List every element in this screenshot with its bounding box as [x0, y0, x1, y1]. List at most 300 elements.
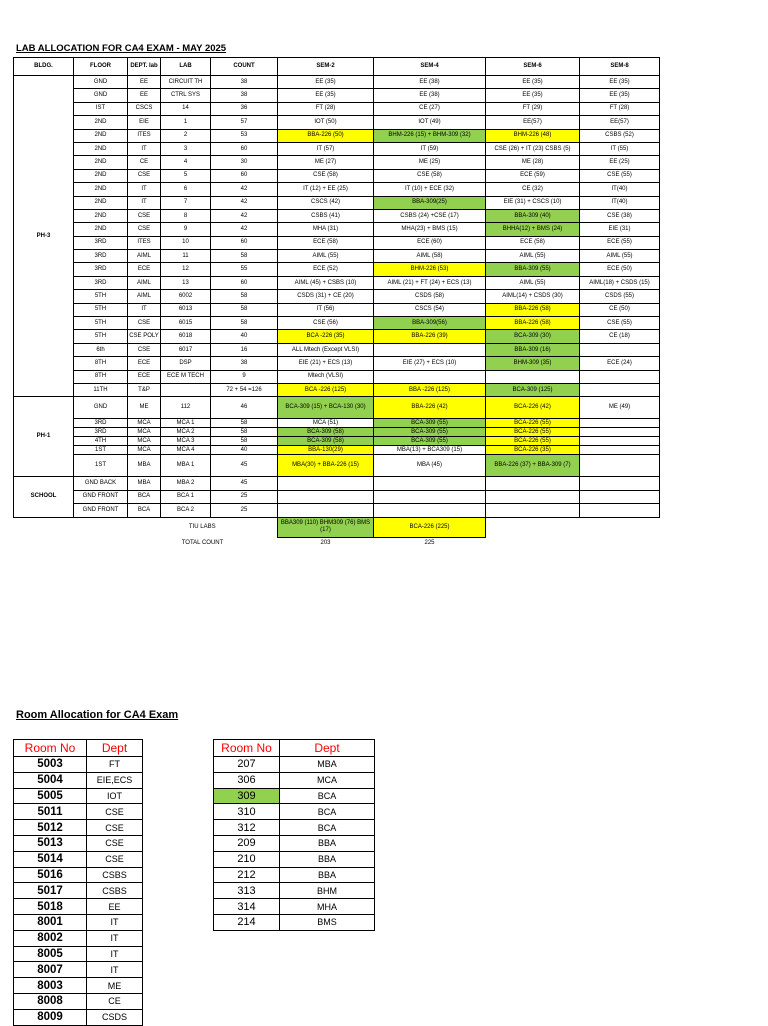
blank-cell — [14, 517, 74, 537]
sem2-cell: CSDS (31) + CE (20) — [278, 290, 374, 303]
sem8-cell — [580, 455, 660, 477]
count-cell: 58 — [211, 290, 278, 303]
count-cell: 58 — [211, 303, 278, 316]
sem4-cell: BHM-226 (15) + BHM-309 (32) — [374, 129, 486, 142]
room-number: 314 — [214, 899, 280, 915]
tiu-sem2-cell: BBA309 (110) BHM309 (76) BMS (17) — [278, 517, 374, 537]
sem4-cell: ME (25) — [374, 156, 486, 169]
sem6-cell — [486, 504, 580, 517]
lab-cell: 12 — [161, 263, 211, 276]
table-row — [14, 290, 660, 303]
table-row — [14, 330, 660, 343]
sem4-cell: IT (59) — [374, 142, 486, 155]
room-dept: IT — [87, 946, 143, 962]
room-dept: MHA — [280, 899, 375, 915]
room-number: 309 — [214, 788, 280, 804]
sem8-cell — [580, 383, 660, 396]
lab-cell: MBA 2 — [161, 477, 211, 490]
lab-cell: 7 — [161, 196, 211, 209]
table-row — [14, 357, 660, 370]
dept-cell: AIML — [128, 290, 161, 303]
dept-cell: MCA — [128, 437, 161, 446]
room-no-header: Room No — [214, 740, 280, 757]
room-number: 209 — [214, 835, 280, 851]
room-table-header — [14, 740, 143, 757]
dept-cell: EIE — [128, 116, 161, 129]
sem6-cell — [486, 490, 580, 503]
count-cell: 42 — [211, 223, 278, 236]
column-header: BLDG. — [14, 58, 74, 76]
room-row — [14, 930, 143, 946]
floor-cell: 5TH — [74, 290, 128, 303]
building-cell: PH-1 — [14, 397, 74, 477]
sem6-cell — [486, 370, 580, 383]
sem4-cell — [374, 477, 486, 490]
sem4-cell: MBA (45) — [374, 455, 486, 477]
room-row — [214, 820, 375, 836]
sem6-cell: AIML (55) — [486, 250, 580, 263]
room-dept: BCA — [280, 820, 375, 836]
room-dept: EIE,ECS — [87, 772, 143, 788]
dept-cell: CSE — [128, 343, 161, 356]
room-row — [214, 788, 375, 804]
lab-cell: CTRL SYS — [161, 89, 211, 102]
sem2-cell: BCA-309 (58) — [278, 437, 374, 446]
sem4-cell — [374, 504, 486, 517]
sem8-cell: EE (35) — [580, 76, 660, 89]
room-number: 8005 — [14, 946, 87, 962]
dept-cell: IT — [128, 142, 161, 155]
sem4-cell: IT (10) + ECE (32) — [374, 183, 486, 196]
room-dept: CSDS — [87, 1009, 143, 1025]
sem6-cell: CSE (26) + IT (23) CSBS (5) — [486, 142, 580, 155]
blank-cell — [580, 517, 660, 537]
table-row — [14, 236, 660, 249]
sem4-cell: CSBS (24) +CSE (17) — [374, 209, 486, 222]
room-number: 5014 — [14, 851, 87, 867]
sem2-cell: EE (35) — [278, 76, 374, 89]
sem2-cell: ECE (52) — [278, 263, 374, 276]
room-dept: CSE — [87, 851, 143, 867]
room-number: 5004 — [14, 772, 87, 788]
floor-cell: GND — [74, 397, 128, 419]
sem4-cell: EE (38) — [374, 76, 486, 89]
sem8-cell — [580, 370, 660, 383]
count-cell: 60 — [211, 169, 278, 182]
room-row — [14, 757, 143, 773]
sem4-cell: IOT (49) — [374, 116, 486, 129]
sem2-cell: BCA-309 (58) — [278, 428, 374, 437]
count-cell: 60 — [211, 142, 278, 155]
lab-cell: 13 — [161, 276, 211, 289]
floor-cell: GND BACK — [74, 477, 128, 490]
dept-cell: ECE — [128, 263, 161, 276]
lab-cell: 1 — [161, 116, 211, 129]
sem4-cell: BCA-309 (55) — [374, 437, 486, 446]
sem8-cell: CSBS (52) — [580, 129, 660, 142]
count-cell: 72 + 54 =126 — [211, 383, 278, 396]
sem8-cell: CE (50) — [580, 303, 660, 316]
sem4-cell: CE (27) — [374, 102, 486, 115]
blank-cell — [74, 537, 128, 550]
lab-allocation-table — [13, 57, 660, 550]
sem4-cell: BHM-226 (53) — [374, 263, 486, 276]
room-dept: MBA — [280, 757, 375, 773]
blank-cell — [74, 517, 128, 537]
table-row — [14, 455, 660, 477]
dept-cell: EE — [128, 89, 161, 102]
room-row — [214, 851, 375, 867]
table-header-row — [14, 58, 660, 76]
lab-cell — [161, 383, 211, 396]
table-row — [14, 419, 660, 428]
table-row — [14, 504, 660, 517]
room-dept: IT — [87, 962, 143, 978]
column-header: SEM-6 — [486, 58, 580, 76]
room-dept: CSBS — [87, 867, 143, 883]
room-number: 8009 — [14, 1009, 87, 1025]
room-dept: BCA — [280, 788, 375, 804]
building-cell: SCHOOL — [14, 477, 74, 517]
blank-cell — [14, 537, 74, 550]
room-number: 207 — [214, 757, 280, 773]
room-row — [14, 978, 143, 994]
lab-cell: 11 — [161, 250, 211, 263]
sem4-cell: EE (38) — [374, 89, 486, 102]
room-dept: BBA — [280, 867, 375, 883]
sem6-cell: BHM-226 (48) — [486, 129, 580, 142]
floor-cell: 2ND — [74, 156, 128, 169]
count-cell: 30 — [211, 156, 278, 169]
sem8-cell: IT(40) — [580, 196, 660, 209]
lab-cell: 9 — [161, 223, 211, 236]
total-row — [14, 537, 660, 550]
room-no-header: Room No — [14, 740, 87, 757]
sem4-cell — [374, 370, 486, 383]
sem8-cell: AIML (55) — [580, 250, 660, 263]
room-dept: CSE — [87, 820, 143, 836]
sem2-cell — [278, 490, 374, 503]
room-dept: BCA — [280, 804, 375, 820]
room-table-header — [214, 740, 375, 757]
sem2-cell: CSCS (42) — [278, 196, 374, 209]
count-cell: 53 — [211, 129, 278, 142]
dept-cell: IT — [128, 183, 161, 196]
sem4-cell — [374, 343, 486, 356]
table-row — [14, 196, 660, 209]
floor-cell: 2ND — [74, 209, 128, 222]
sem6-cell: EE (35) — [486, 76, 580, 89]
blank-cell — [580, 537, 660, 550]
floor-cell: 6th — [74, 343, 128, 356]
sem6-cell: EIE (31) + CSCS (10) — [486, 196, 580, 209]
room-row — [14, 788, 143, 804]
room-dept: BBA — [280, 851, 375, 867]
sem2-cell: BCA -226 (35) — [278, 330, 374, 343]
sem8-cell: ECE (55) — [580, 236, 660, 249]
count-cell: 60 — [211, 236, 278, 249]
room-number: 8008 — [14, 993, 87, 1009]
count-cell: 60 — [211, 276, 278, 289]
count-cell: 42 — [211, 209, 278, 222]
table-row — [14, 129, 660, 142]
lab-cell: 6018 — [161, 330, 211, 343]
table-row — [14, 343, 660, 356]
room-number: 210 — [214, 851, 280, 867]
room-number: 214 — [214, 914, 280, 930]
sem4-cell: BBA -226 (125) — [374, 383, 486, 396]
count-cell: 25 — [211, 504, 278, 517]
sem4-cell: AIML (58) — [374, 250, 486, 263]
room-row — [14, 867, 143, 883]
sem8-cell — [580, 343, 660, 356]
dept-cell: IT — [128, 196, 161, 209]
floor-cell: 3RD — [74, 263, 128, 276]
sem2-cell: Mtech (VLSI) — [278, 370, 374, 383]
lab-cell: 6015 — [161, 317, 211, 330]
sem6-cell: BBA-309 (55) — [486, 263, 580, 276]
count-cell: 38 — [211, 89, 278, 102]
floor-cell: 3RD — [74, 250, 128, 263]
table-row — [14, 383, 660, 396]
sem6-cell: ECE (59) — [486, 169, 580, 182]
sem2-cell: MBA(30) + BBA-226 (15) — [278, 455, 374, 477]
sem2-cell: BBA-130(29) — [278, 446, 374, 455]
lab-cell: 5 — [161, 169, 211, 182]
sem4-cell: EIE (27) + ECS (10) — [374, 357, 486, 370]
room-dept: CSE — [87, 835, 143, 851]
sem2-cell: MCA (51) — [278, 419, 374, 428]
floor-cell: 11TH — [74, 383, 128, 396]
room-dept: CE — [87, 993, 143, 1009]
sem6-cell: ME (28) — [486, 156, 580, 169]
sem6-cell: AIML (55) — [486, 276, 580, 289]
dept-cell: EE — [128, 76, 161, 89]
sem6-cell: BCA-226 (55) — [486, 419, 580, 428]
sem8-cell: CSDS (55) — [580, 290, 660, 303]
dept-cell: CSE — [128, 209, 161, 222]
floor-cell: IST — [74, 102, 128, 115]
room-number: 5018 — [14, 899, 87, 915]
sem8-cell: ECE (24) — [580, 357, 660, 370]
lab-cell: 2 — [161, 129, 211, 142]
dept-cell: T&P — [128, 383, 161, 396]
sem4-cell: BBA-226 (39) — [374, 330, 486, 343]
room-dept: BHM — [280, 883, 375, 899]
sem2-cell: IT (57) — [278, 142, 374, 155]
sem6-cell: EE (35) — [486, 89, 580, 102]
room-number: 5016 — [14, 867, 87, 883]
dept-header: Dept — [87, 740, 143, 757]
room-row — [214, 867, 375, 883]
sem6-cell: BCA-309 (125) — [486, 383, 580, 396]
floor-cell: 1ST — [74, 455, 128, 477]
sem6-cell: BHHA(12) + BMS (24) — [486, 223, 580, 236]
room-dept: ME — [87, 978, 143, 994]
sem6-cell: CE (32) — [486, 183, 580, 196]
lab-cell: 3 — [161, 142, 211, 155]
room-row — [214, 914, 375, 930]
dept-header: Dept — [280, 740, 375, 757]
room-number: 312 — [214, 820, 280, 836]
sem4-cell: MBA(13) + BCA309 (15) — [374, 446, 486, 455]
count-cell: 58 — [211, 317, 278, 330]
lab-allocation-title: LAB ALLOCATION FOR CA4 EXAM - MAY 2025 — [16, 43, 227, 54]
floor-cell: 2ND — [74, 129, 128, 142]
sem8-cell: EIE (31) — [580, 223, 660, 236]
table-row — [14, 223, 660, 236]
sem8-cell — [580, 446, 660, 455]
count-cell: 58 — [211, 250, 278, 263]
sem4-cell: AIML (21) + FT (24) + ECS (13) — [374, 276, 486, 289]
total-sem2: 203 — [320, 540, 331, 547]
lab-cell: MCA 2 — [161, 428, 211, 437]
room-row — [14, 899, 143, 915]
sem8-cell — [580, 477, 660, 490]
dept-cell: CSE — [128, 169, 161, 182]
sem6-cell: BBA-309 (16) — [486, 343, 580, 356]
sem8-cell: AIML(18) + CSDS (15) — [580, 276, 660, 289]
table-row — [14, 169, 660, 182]
sem2-cell: FT (28) — [278, 102, 374, 115]
room-row — [214, 772, 375, 788]
floor-cell: 5TH — [74, 303, 128, 316]
sem6-cell — [486, 477, 580, 490]
count-cell: 45 — [211, 455, 278, 477]
building-cell: PH-3 — [14, 76, 74, 397]
sem2-cell: EE (35) — [278, 89, 374, 102]
sem4-cell — [374, 490, 486, 503]
lab-cell: 6017 — [161, 343, 211, 356]
room-row — [14, 820, 143, 836]
lab-cell: BCA 1 — [161, 490, 211, 503]
count-cell: 40 — [211, 446, 278, 455]
room-dept: CSE — [87, 804, 143, 820]
room-number: 8007 — [14, 962, 87, 978]
count-cell: 36 — [211, 102, 278, 115]
sem6-cell: BBA-226 (58) — [486, 303, 580, 316]
room-number: 5017 — [14, 883, 87, 899]
lab-cell: 14 — [161, 102, 211, 115]
room-dept: EE — [87, 899, 143, 915]
dept-cell: CSE — [128, 223, 161, 236]
room-row — [14, 835, 143, 851]
sem2-cell: CSE (56) — [278, 317, 374, 330]
room-number: 8002 — [14, 930, 87, 946]
count-cell: 58 — [211, 428, 278, 437]
dept-cell: CSE — [128, 317, 161, 330]
room-number: 5012 — [14, 820, 87, 836]
sem8-cell: IT (55) — [580, 142, 660, 155]
lab-cell: 112 — [161, 397, 211, 419]
tiu-labs-label: TIU LABS — [188, 523, 216, 530]
room-row — [214, 883, 375, 899]
floor-cell: 3RD — [74, 276, 128, 289]
dept-cell: AIML — [128, 250, 161, 263]
lab-cell: DSP — [161, 357, 211, 370]
sem4-cell: BBA-309(25) — [374, 196, 486, 209]
floor-cell: GND FRONT — [74, 504, 128, 517]
count-cell: 9 — [211, 370, 278, 383]
sem8-cell: CSE (55) — [580, 317, 660, 330]
sem2-cell: EIE (21) + ECS (13) — [278, 357, 374, 370]
sem2-cell: IOT (50) — [278, 116, 374, 129]
sem6-cell: ECE (58) — [486, 236, 580, 249]
dept-cell: CSCS — [128, 102, 161, 115]
sem8-cell — [580, 437, 660, 446]
sem8-cell — [580, 504, 660, 517]
floor-cell: 2ND — [74, 142, 128, 155]
sem6-cell: BHM-309 (35) — [486, 357, 580, 370]
lab-cell: MCA 1 — [161, 419, 211, 428]
count-cell: 42 — [211, 196, 278, 209]
room-row — [14, 851, 143, 867]
room-row — [214, 804, 375, 820]
sem8-cell: CSE (55) — [580, 169, 660, 182]
dept-cell: MBA — [128, 477, 161, 490]
lab-cell: MBA 1 — [161, 455, 211, 477]
room-number: 5005 — [14, 788, 87, 804]
lab-cell: CIRCUIT TH — [161, 76, 211, 89]
room-row — [214, 757, 375, 773]
sem6-cell: BBA-309 (40) — [486, 209, 580, 222]
room-row — [214, 899, 375, 915]
sem8-cell: CE (18) — [580, 330, 660, 343]
room-row — [14, 772, 143, 788]
lab-cell: MCA 3 — [161, 437, 211, 446]
room-row — [14, 993, 143, 1009]
table-row — [14, 477, 660, 490]
blank-cell — [486, 537, 580, 550]
table-row — [14, 490, 660, 503]
table-row — [14, 263, 660, 276]
blank-cell — [486, 517, 580, 537]
lab-cell: 6 — [161, 183, 211, 196]
count-cell: 40 — [211, 330, 278, 343]
column-header: LAB — [161, 58, 211, 76]
floor-cell: 1ST — [74, 446, 128, 455]
floor-cell: GND — [74, 89, 128, 102]
room-dept: MCA — [280, 772, 375, 788]
sem2-cell: BCA-309 (15) + BCA-130 (30) — [278, 397, 374, 419]
room-dept: BBA — [280, 835, 375, 851]
floor-cell: 2ND — [74, 183, 128, 196]
count-cell: 42 — [211, 183, 278, 196]
sem4-cell: CSDS (58) — [374, 290, 486, 303]
sem2-cell: MHA (31) — [278, 223, 374, 236]
room-number: 310 — [214, 804, 280, 820]
table-row — [14, 397, 660, 419]
room-dept: FT — [87, 757, 143, 773]
table-row — [14, 156, 660, 169]
sem8-cell — [580, 490, 660, 503]
count-cell: 46 — [211, 397, 278, 419]
column-header: SEM-8 — [580, 58, 660, 76]
room-number: 313 — [214, 883, 280, 899]
dept-cell: ME — [128, 397, 161, 419]
sem4-cell: BBA-309(56) — [374, 317, 486, 330]
floor-cell: 3RD — [74, 236, 128, 249]
lab-cell: MCA 4 — [161, 446, 211, 455]
sem8-cell: EE(57) — [580, 116, 660, 129]
dept-cell: ITES — [128, 236, 161, 249]
table-row — [14, 142, 660, 155]
sem2-cell — [278, 504, 374, 517]
sem8-cell — [580, 419, 660, 428]
dept-cell: AIML — [128, 276, 161, 289]
lab-cell: 8 — [161, 209, 211, 222]
room-number: 5003 — [14, 757, 87, 773]
